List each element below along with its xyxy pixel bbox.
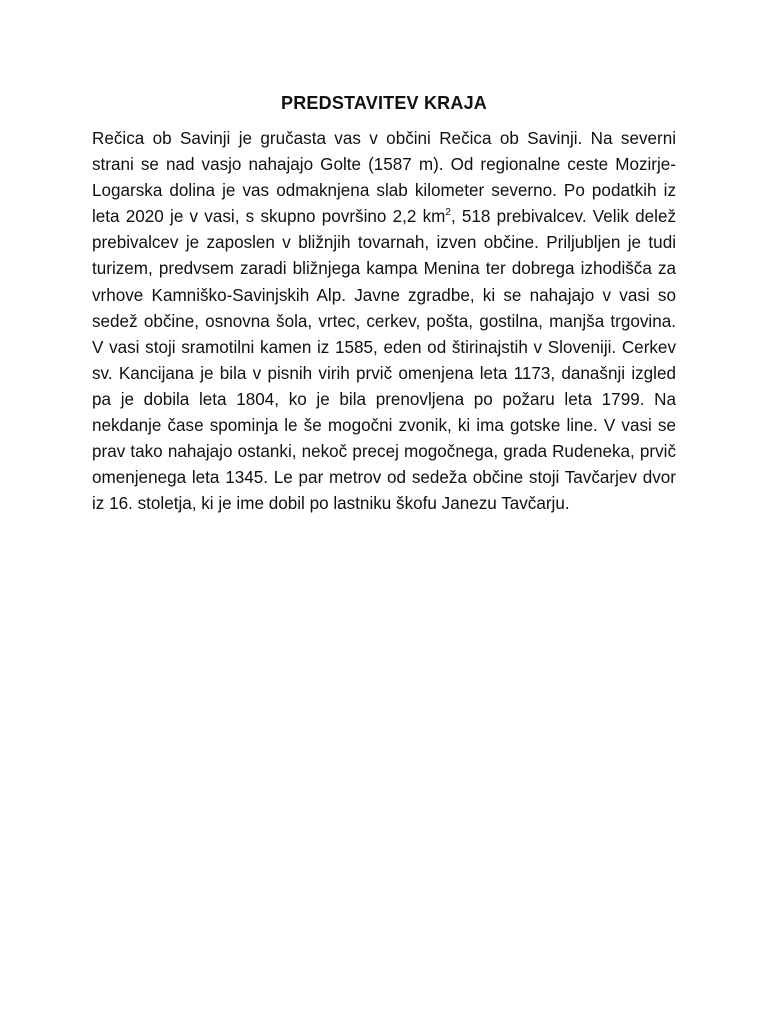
paragraph-text-part-1: Rečica ob Savinji je gručasta vas v občini Rečica ob Savinji. Na severni strani se nad vasjo nahajajo Golte (1587 m). Od regionalne ceste Mozirje-Logarska dolina je vas odmaknjena slab kilometer severno. Po podatkih iz leta 2020 je v vasi, s skupno površino 2,2 km — [92, 129, 676, 227]
area-unit-superscript: 2 — [445, 207, 451, 219]
document-title: PREDSTAVITEV KRAJA — [281, 93, 487, 113]
paragraph-text-part-2: , 518 prebivalcev. Velik delež prebivalcev je zaposlen v bližnjih tovarnah, izven občine. Priljubljen je tudi turizem, predvsem zaradi bližnjega kampa Menina ter dobrega izhodišča za vrhove Kamniško-Savinjskih Alp. Javne zgradbe, ki se nahajajo v vasi so sedež občine, osnovna šola, vrtec, cerkev, pošta, gostilna, manjša trgovina. V vasi stoji sramotilni kamen iz 1585, eden od štirinajstih v Sloveniji. Cerkev sv. Kancijana je bila v pisnih virih prvič omenjena leta 1173, današnji izgled pa je dobila leta 1804, ko je bila prenovljena po požaru leta 1799. Na nekdanje čase spominja le še mogočni zvonik, ki ima gotske line. V vasi se prav tako nahajajo ostanki, nekoč precej mogočnega, grada Rudeneka, prvič omenjenega leta 1345. Le par metrov od sedeža občine stoji Tavčarjev dvor iz 16. stoletja, ki je ime dobil po lastniku škofu Janezu Tavčarju. — [92, 207, 676, 514]
body-paragraph — [92, 126, 676, 517]
